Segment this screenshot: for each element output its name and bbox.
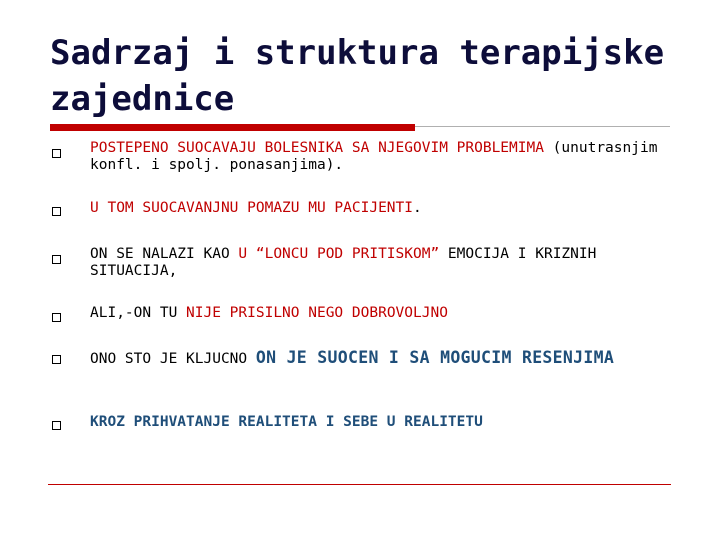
square-bullet-icon	[52, 255, 61, 264]
bullet-text-emphasis: KROZ PRIHVATANJE REALITETA I SEBE U REALITETU	[90, 414, 483, 430]
bullet-text	[90, 140, 680, 174]
bullet-text-plain: ON SE NALAZI KAO	[90, 246, 239, 262]
bullet-text-plain: EMOCIJA I KRIZNIH SITUACIJA,	[90, 246, 597, 279]
bullet-text-plain: .	[413, 200, 422, 216]
slide-title: Sadrzaj i struktura terapijske zajednice	[50, 33, 665, 119]
square-bullet-icon	[52, 355, 61, 364]
bullet-text	[90, 305, 680, 322]
bullet-text-plain: (unutrasnjim konfl. i spolj. ponasanjima).	[90, 140, 658, 173]
bullet-text-emphasis: ON JE SUOCEN I SA MOGUCIM RESENJIMA	[255, 348, 615, 367]
bullet-text-plain: ONO STO JE KLJUCNO	[90, 351, 256, 367]
bullet-text	[90, 246, 680, 280]
bullet-text	[90, 348, 680, 369]
bullet-text	[90, 200, 680, 217]
footer-divider	[48, 484, 671, 485]
square-bullet-icon	[52, 421, 61, 430]
bullet-text-plain: ALI,-ON TU	[90, 305, 187, 321]
square-bullet-icon	[52, 313, 61, 322]
bullet-text-emphasis: NIJE PRISILNO NEGO DOBROVOLJNO	[186, 305, 448, 321]
bullet-text-emphasis: POSTEPENO SUOCAVAJU BOLESNIKA SA NJEGOVIM PROBLEMIMA	[90, 140, 544, 156]
bullet-text-emphasis: U TOM SUOCAVANJNU POMAZU MU PACIJENTI	[90, 200, 414, 216]
bullet-text	[90, 414, 680, 431]
bullet-text-emphasis: U “LONCU POD PRITISKOM”	[238, 246, 440, 262]
square-bullet-icon	[52, 207, 61, 216]
square-bullet-icon	[52, 149, 61, 158]
